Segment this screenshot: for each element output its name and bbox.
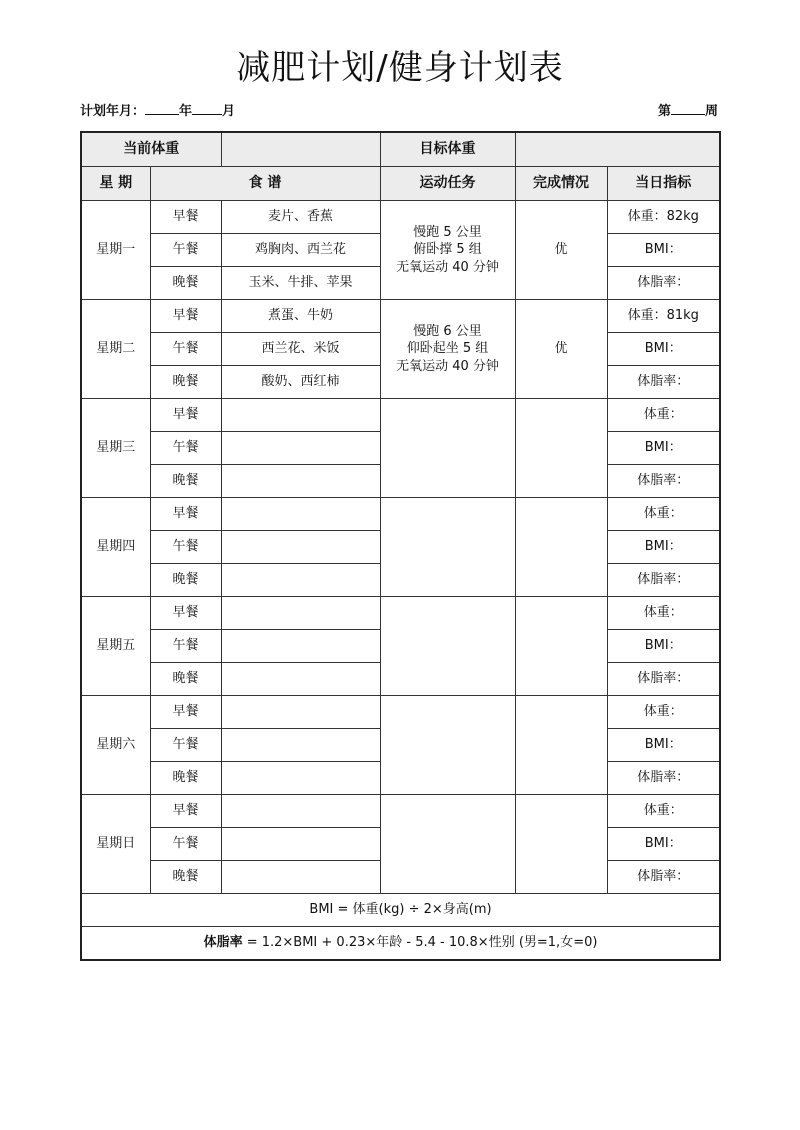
weight-metric-label: 体重： [643, 704, 683, 720]
weight-metric-label: 体重： [643, 803, 683, 819]
meal-recipe[interactable] [221, 399, 380, 432]
meal-recipe[interactable]: 玉米、牛排、苹果 [221, 267, 380, 300]
meal-label: 午餐 [150, 333, 221, 366]
completion-status[interactable]: 优 [515, 300, 607, 399]
body-fat-metric[interactable]: 体脂率： [607, 267, 720, 300]
page-title: 减肥计划/健身计划表 [236, 48, 564, 88]
meal-row [81, 795, 720, 828]
completion-status[interactable] [515, 795, 607, 894]
exercise-task[interactable] [380, 300, 515, 399]
completion-header: 完成情况 [515, 167, 607, 201]
body-fat-metric[interactable]: 体脂率： [607, 465, 720, 498]
exercise-item: 慢跑 6 公里 [413, 323, 482, 339]
meal-label: 午餐 [150, 234, 221, 267]
meal-label: 早餐 [150, 498, 221, 531]
meal-recipe[interactable] [221, 696, 380, 729]
body-fat-metric[interactable]: 体脂率： [607, 366, 720, 399]
meal-recipe[interactable]: 煮蛋、牛奶 [221, 300, 380, 333]
weight-metric[interactable] [607, 300, 720, 333]
week-prefix: 第 [657, 104, 671, 119]
target-weight-value[interactable] [515, 132, 720, 167]
meal-label: 午餐 [150, 729, 221, 762]
day-header: 星 期 [81, 167, 150, 201]
weight-header-row [81, 132, 720, 167]
completion-status[interactable] [515, 498, 607, 597]
meal-row [81, 696, 720, 729]
meal-row [81, 201, 720, 234]
meal-label: 午餐 [150, 531, 221, 564]
plan-date-label: 计划年月： [80, 104, 146, 119]
plan-date [80, 100, 235, 119]
day-label: 星期五 [81, 597, 150, 696]
exercise-item: 无氧运动 40 分钟 [396, 259, 499, 275]
exercise-task[interactable] [380, 696, 515, 795]
weight-metric-label: 体重： [627, 209, 667, 225]
exercise-task[interactable] [380, 201, 515, 300]
weight-metric-value: 81kg [666, 308, 699, 324]
meal-label: 早餐 [150, 795, 221, 828]
meal-row [81, 399, 720, 432]
completion-status[interactable] [515, 696, 607, 795]
exercise-task[interactable] [380, 795, 515, 894]
meal-recipe[interactable] [221, 630, 380, 663]
bmi-metric[interactable]: BMI： [607, 531, 720, 564]
meal-recipe[interactable] [221, 531, 380, 564]
meal-row [81, 498, 720, 531]
exercise-item: 无氧运动 40 分钟 [396, 358, 499, 374]
exercise-item: 仰卧起坐 5 组 [406, 341, 489, 357]
meal-label: 早餐 [150, 696, 221, 729]
completion-status[interactable] [515, 399, 607, 498]
weight-metric-label: 体重： [627, 308, 667, 324]
meal-recipe[interactable]: 鸡胸肉、西兰花 [221, 234, 380, 267]
bmi-metric[interactable]: BMI： [607, 333, 720, 366]
day-label: 星期六 [81, 696, 150, 795]
meal-label: 晚餐 [150, 762, 221, 795]
meal-recipe[interactable] [221, 729, 380, 762]
bmi-metric[interactable]: BMI： [607, 234, 720, 267]
body-fat-metric[interactable]: 体脂率： [607, 861, 720, 894]
bmi-formula-row [81, 894, 720, 927]
day-label: 星期一 [81, 201, 150, 300]
weight-metric[interactable] [607, 597, 720, 630]
day-label: 星期四 [81, 498, 150, 597]
weight-metric[interactable] [607, 399, 720, 432]
meal-recipe[interactable] [221, 828, 380, 861]
column-header-row [81, 167, 720, 201]
meal-label: 晚餐 [150, 663, 221, 696]
exercise-task[interactable] [380, 597, 515, 696]
meal-row [81, 300, 720, 333]
day-label: 星期日 [81, 795, 150, 894]
weight-metric-value: 82kg [666, 209, 699, 225]
daily-metrics-header: 当日指标 [607, 167, 720, 201]
current-weight-value[interactable] [221, 132, 380, 167]
day-label: 星期三 [81, 399, 150, 498]
week-suffix: 周 [704, 104, 718, 119]
fitness-plan-table [80, 131, 721, 961]
weight-metric[interactable] [607, 795, 720, 828]
body-fat-formula-row [81, 927, 720, 961]
meal-label: 晚餐 [150, 366, 221, 399]
meal-recipe[interactable]: 西兰花、米饭 [221, 333, 380, 366]
weight-metric-label: 体重： [643, 407, 683, 423]
weight-metric-label: 体重： [643, 506, 683, 522]
meal-recipe[interactable] [221, 564, 380, 597]
target-weight-label: 目标体重 [380, 132, 515, 167]
meal-label: 晚餐 [150, 465, 221, 498]
exercise-header: 运动任务 [380, 167, 515, 201]
meal-label: 早餐 [150, 201, 221, 234]
year-label: 年 [179, 104, 193, 119]
week-number [658, 100, 718, 119]
meal-recipe[interactable] [221, 465, 380, 498]
meal-recipe[interactable] [221, 795, 380, 828]
meal-recipe[interactable] [221, 498, 380, 531]
meal-recipe[interactable]: 酸奶、西红柿 [221, 366, 380, 399]
weight-metric[interactable] [607, 696, 720, 729]
bmi-formula: BMI = 体重(kg) ÷ 2×身高(m) [81, 894, 720, 927]
meal-recipe[interactable] [221, 762, 380, 795]
body-fat-metric[interactable]: 体脂率： [607, 663, 720, 696]
body-fat-formula [81, 927, 720, 961]
body-fat-metric[interactable]: 体脂率： [607, 762, 720, 795]
weight-metric-label: 体重： [643, 605, 683, 621]
meal-label: 早餐 [150, 300, 221, 333]
meal-recipe[interactable] [221, 663, 380, 696]
body-fat-formula-label: 体脂率 [203, 935, 243, 951]
meal-label: 午餐 [150, 828, 221, 861]
recipe-header: 食 谱 [150, 167, 380, 201]
month-label: 月 [222, 104, 236, 119]
bmi-metric[interactable]: BMI： [607, 729, 720, 762]
weight-metric[interactable] [607, 201, 720, 234]
bmi-metric[interactable]: BMI： [607, 828, 720, 861]
meal-recipe[interactable] [221, 432, 380, 465]
bmi-metric[interactable]: BMI： [607, 432, 720, 465]
meal-label: 晚餐 [150, 564, 221, 597]
month-blank[interactable] [192, 101, 222, 115]
meal-recipe[interactable] [221, 861, 380, 894]
exercise-task[interactable] [380, 399, 515, 498]
meal-row [81, 597, 720, 630]
exercise-item: 俯卧撑 5 组 [413, 242, 482, 258]
meal-label: 午餐 [150, 630, 221, 663]
meal-label: 早餐 [150, 597, 221, 630]
year-blank[interactable] [145, 101, 179, 115]
week-blank[interactable] [671, 101, 705, 115]
meal-label: 晚餐 [150, 861, 221, 894]
exercise-item: 慢跑 5 公里 [413, 224, 482, 240]
meal-recipe[interactable] [221, 597, 380, 630]
completion-status[interactable] [515, 597, 607, 696]
completion-status[interactable]: 优 [515, 201, 607, 300]
meal-label: 早餐 [150, 399, 221, 432]
exercise-task[interactable] [380, 498, 515, 597]
meal-label: 午餐 [150, 432, 221, 465]
day-label: 星期二 [81, 300, 150, 399]
meal-recipe[interactable]: 麦片、香蕉 [221, 201, 380, 234]
weight-metric[interactable] [607, 498, 720, 531]
current-weight-label: 当前体重 [81, 132, 221, 167]
body-fat-formula-text: = 1.2×BMI + 0.23×年龄 - 5.4 - 10.8×性别 (男=1,女=0) [242, 935, 598, 951]
bmi-metric[interactable]: BMI： [607, 630, 720, 663]
body-fat-metric[interactable]: 体脂率： [607, 564, 720, 597]
meal-label: 晚餐 [150, 267, 221, 300]
